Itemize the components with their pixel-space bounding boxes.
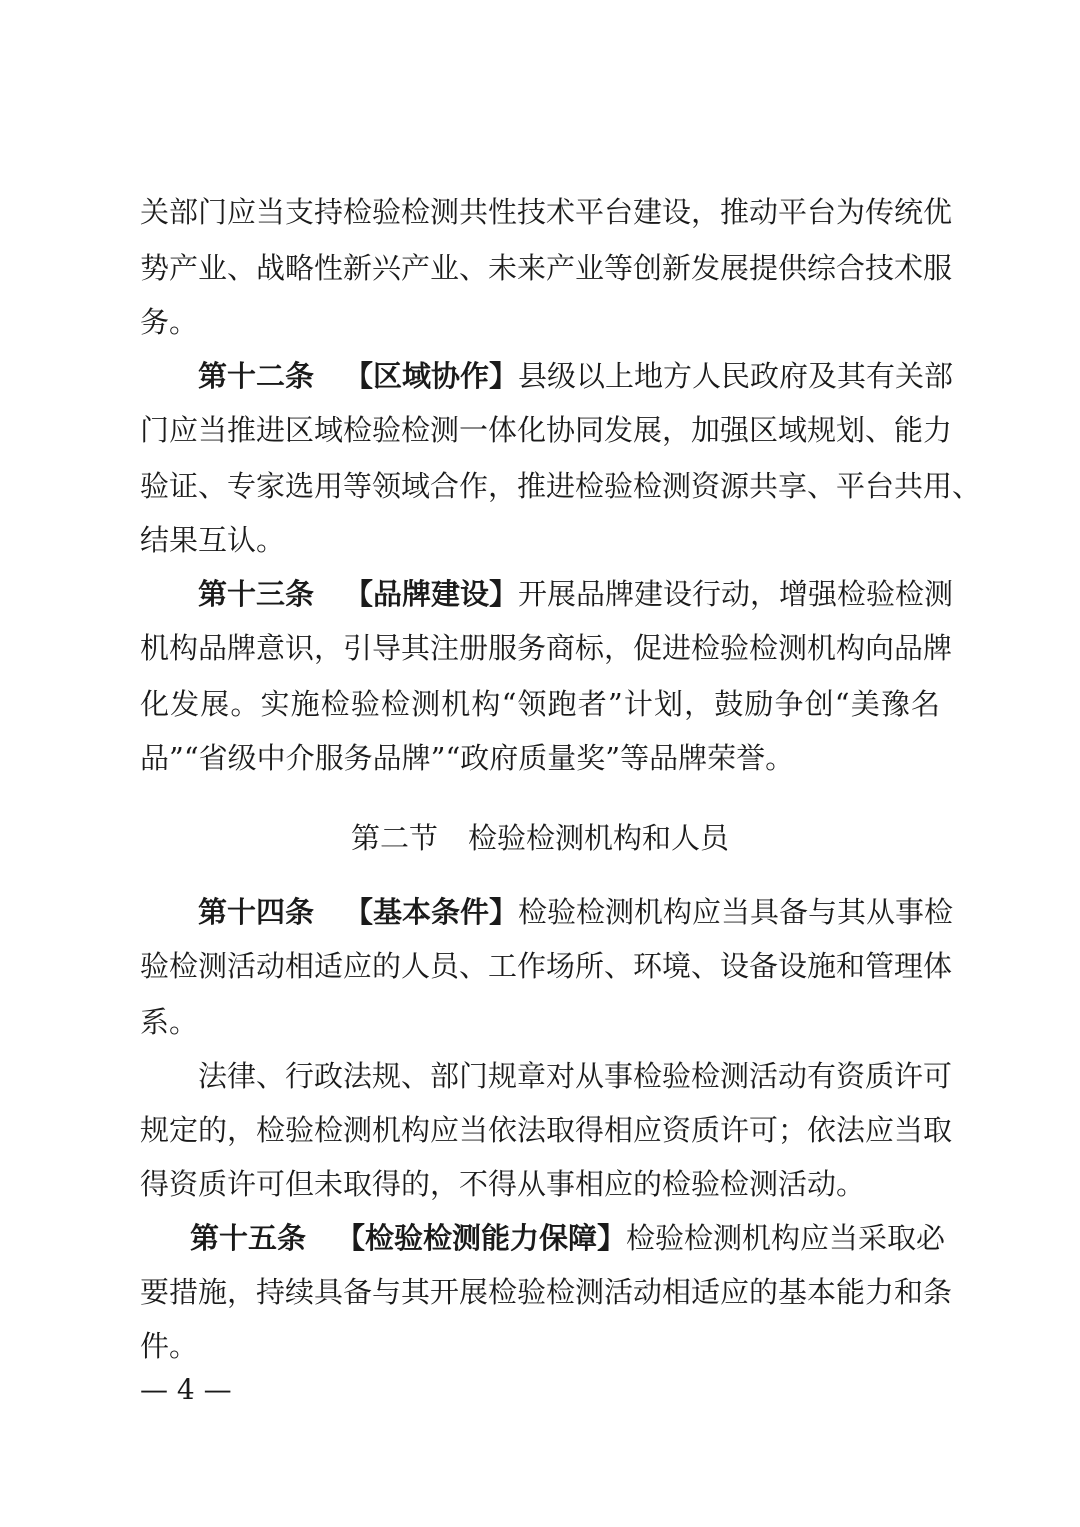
- paragraph-line: 关部门应当支持检验检测共性技术平台建设，推动平台为传统优: [140, 195, 953, 229]
- article-heading: 第十五条: [190, 1221, 307, 1255]
- paragraph-line: 件。: [140, 1329, 199, 1363]
- article-15-first-line: [190, 1218, 946, 1258]
- paragraph-line: 验证、专家选用等领域合作，推进检验检测资源共享、平台共用、: [140, 469, 982, 503]
- page-number: — 4 —: [140, 1373, 232, 1406]
- paragraph-line: 结果互认。: [140, 523, 286, 557]
- paragraph-line: 机构品牌意识，引导其注册服务商标，促进检验检测机构向品牌: [140, 631, 953, 665]
- article-text: 开展品牌建设行动，增强检验检测: [518, 577, 954, 611]
- paragraph-line: 法律、行政法规、部门规章对从事检验检测活动有资质许可: [198, 1059, 953, 1093]
- paragraph-line: 门应当推进区域检验检测一体化协同发展，加强区域规划、能力: [140, 413, 953, 447]
- article-text: 县级以上地方人民政府及其有关部: [518, 359, 954, 393]
- article-14-first-line: [198, 892, 954, 932]
- paragraph-line: 品”“省级中介服务品牌”“政府质量奖”等品牌荣誉。: [140, 741, 795, 775]
- section-heading: [140, 818, 940, 858]
- paragraph-line: 系。: [140, 1005, 199, 1039]
- paragraph-line: 规定的，检验检测机构应当依法取得相应资质许可；依法应当取: [140, 1113, 953, 1147]
- article-heading: 第十二条: [198, 359, 315, 393]
- paragraph-line: 验检测活动相适应的人员、工作场所、环境、设备设施和管理体: [140, 949, 953, 983]
- section-number: 第二节: [350, 821, 438, 855]
- article-text: 检验检测机构应当具备与其从事检: [518, 895, 954, 929]
- article-title: 【区域协作】: [344, 359, 519, 393]
- article-12-first-line: [198, 356, 954, 396]
- article-title: 【检验检测能力保障】: [336, 1221, 627, 1255]
- article-heading: 第十四条: [198, 895, 315, 929]
- paragraph-line: 化发展。实施检验检测机构“领跑者”计划，鼓励争创“美豫名: [140, 687, 940, 721]
- article-title: 【基本条件】: [344, 895, 519, 929]
- article-heading: 第十三条: [198, 577, 315, 611]
- section-title: 检验检测机构和人员: [468, 821, 730, 855]
- paragraph-line: 势产业、战略性新兴产业、未来产业等创新发展提供综合技术服: [140, 251, 953, 285]
- article-text: 检验检测机构应当采取必: [626, 1221, 946, 1255]
- paragraph-line: 得资质许可但未取得的，不得从事相应的检验检测活动。: [140, 1167, 866, 1201]
- article-title: 【品牌建设】: [344, 577, 519, 611]
- paragraph-line: 务。: [140, 305, 199, 339]
- paragraph-line: 要措施，持续具备与其开展检验检测活动相适应的基本能力和条: [140, 1275, 953, 1309]
- article-13-first-line: [198, 574, 954, 614]
